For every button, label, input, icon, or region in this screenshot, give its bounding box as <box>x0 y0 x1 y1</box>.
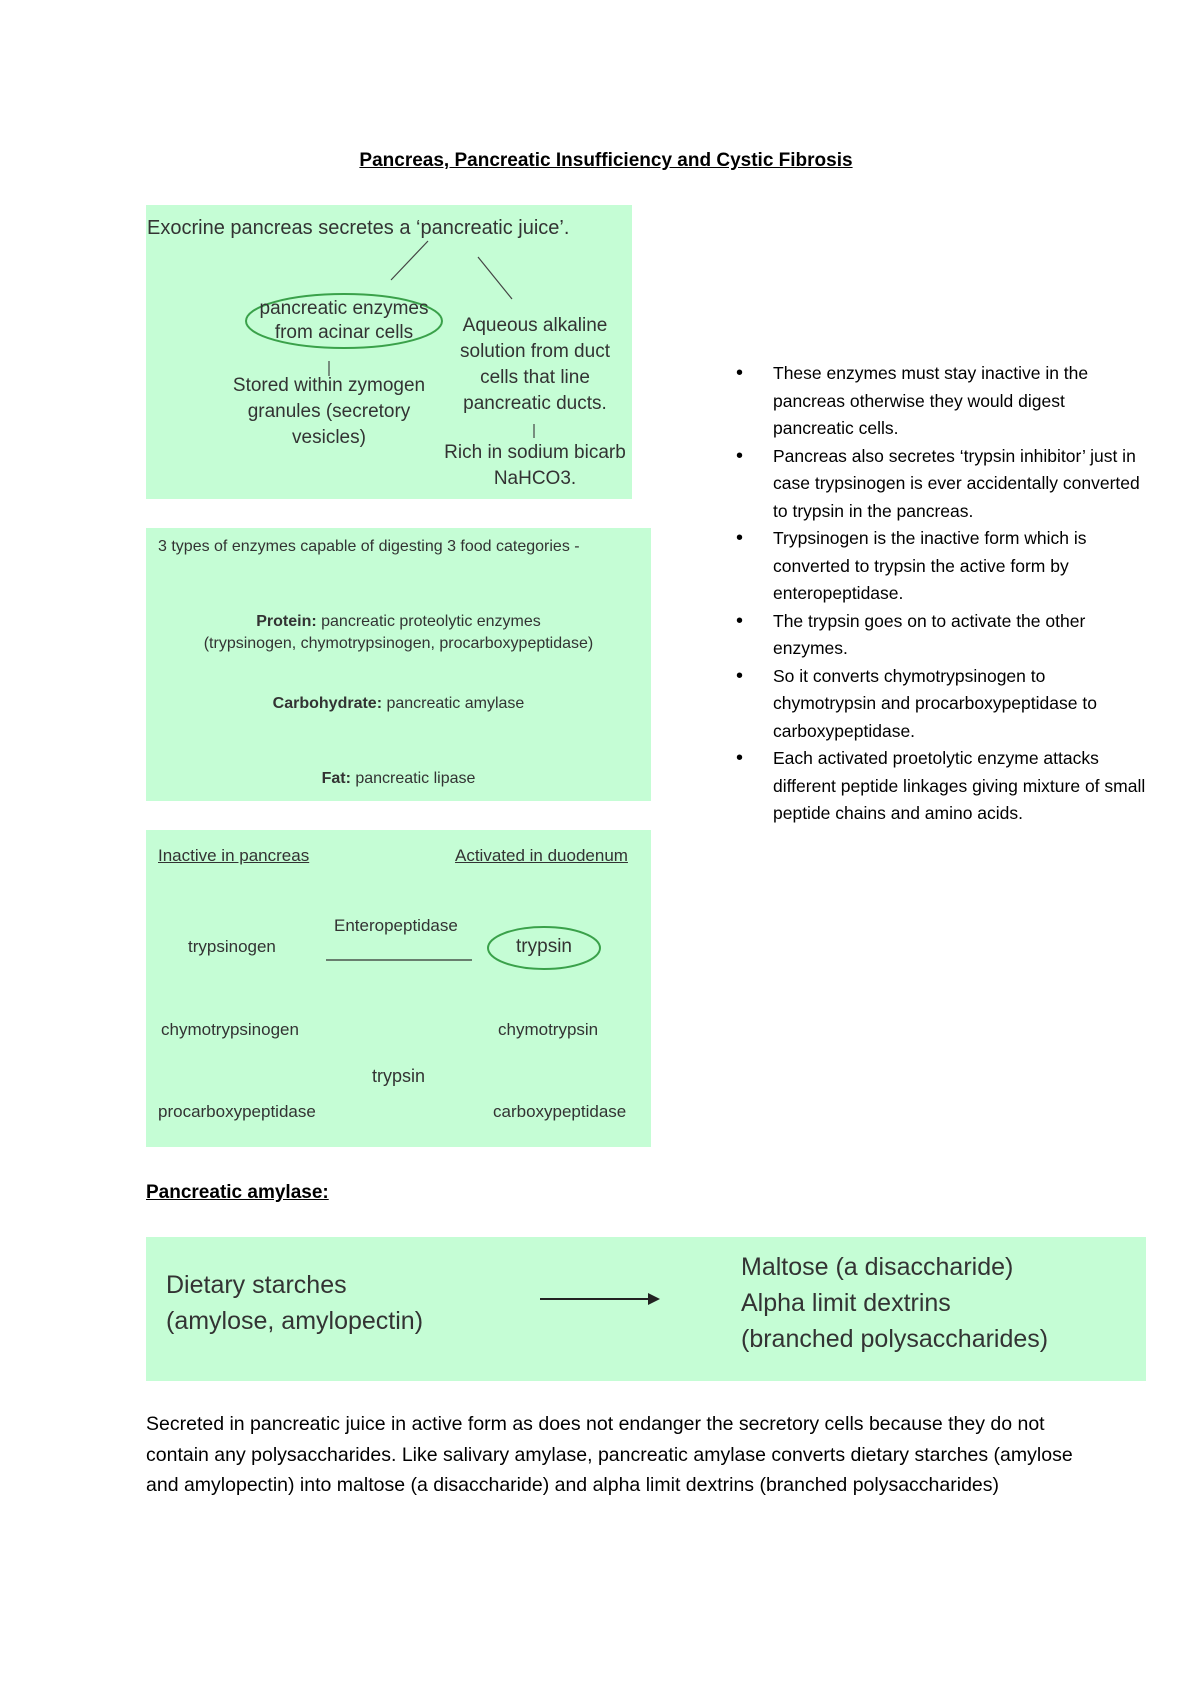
carb-label: Carbohydrate: <box>272 695 383 712</box>
products-line-3: (branched polysaccharides) <box>741 1325 1049 1353</box>
fat-text: pancreatic lipase <box>355 770 476 787</box>
amylase-paragraph: Secreted in pancreatic juice in active form as does not endanger the secretory cells because they do not contain any polysaccharides. Like salivary amylase, pancreatic amylase converts dietary starches (amylose and amylopectin) into maltose (a disaccharide) and alpha limit dextrins (branched polysaccharides) <box>146 1413 1073 1496</box>
starches-label <box>166 1267 423 1339</box>
chymotrypsin-label: chymotrypsin <box>498 1020 599 1039</box>
protein-list: (trypsinogen, chymotrypsinogen, procarboxypeptidase) <box>203 635 594 652</box>
amylase-diagram <box>146 1237 1146 1381</box>
protein-text: pancreatic proteolytic enzymes <box>321 613 541 630</box>
aqueous-label <box>430 313 640 417</box>
exocrine-diagram <box>146 205 632 499</box>
starches-line-1: Dietary starches <box>166 1271 347 1299</box>
amylase-heading: Pancreatic amylase: <box>146 1182 329 1203</box>
page-title: Pancreas, Pancreatic Insufficiency and Cystic Fibrosis <box>359 150 853 171</box>
arrow-right-icon <box>536 1287 666 1311</box>
procarboxypeptidase-label: procarboxypeptidase <box>158 1102 316 1121</box>
products-label <box>741 1249 1048 1357</box>
list-item: • The trypsin goes on to activate the other enzymes. <box>730 608 1150 663</box>
carboxypeptidase-label: carboxypeptidase <box>493 1102 627 1121</box>
products-line-2: Alpha limit dextrins <box>741 1289 951 1317</box>
zymogen-label <box>214 373 444 451</box>
enzyme-types-box <box>146 528 651 801</box>
inactive-header: Inactive in pancreas <box>158 846 310 865</box>
notes-list <box>730 360 1150 828</box>
enzyme-types-heading: 3 types of enzymes capable of digesting 3 food categories - <box>158 538 580 555</box>
aqueous-line-4: pancreatic ducts. <box>463 393 607 414</box>
rich-line-1: Rich in sodium bicarb <box>444 442 626 463</box>
trypsinogen-label: trypsinogen <box>188 937 276 956</box>
stored-line-2: granules (secretory <box>247 401 411 422</box>
list-item: • These enzymes must stay inactive in the pancreas otherwise they would digest pancreatic cells. <box>730 360 1150 443</box>
activated-header: Activated in duodenum <box>455 846 628 865</box>
carb-line <box>146 695 651 713</box>
list-item: • So it converts chymotrypsinogen to chymotrypsin and procarboxypeptidase to carboxypeptidase. <box>730 663 1150 746</box>
activation-lines <box>146 830 651 1147</box>
starches-line-2: (amylose, amylopectin) <box>166 1307 424 1335</box>
rich-line-2: NaHCO3. <box>493 468 577 489</box>
protein-label: Protein: <box>256 613 317 630</box>
list-item: • Pancreas also secretes ‘trypsin inhibitor’ just in case trypsinogen is ever accidentally converted to trypsin in the pancreas. <box>730 443 1150 526</box>
enzymes-line-1: pancreatic enzymes <box>259 298 429 319</box>
trypsin-middle-label: trypsin <box>372 1066 426 1086</box>
trypsin-circled-label: trypsin <box>516 936 572 957</box>
exocrine-heading: Exocrine pancreas secretes a ‘pancreatic juice’. <box>147 217 570 239</box>
fat-label: Fat: <box>321 770 351 787</box>
enteropeptidase-label: Enteropeptidase <box>334 916 458 935</box>
list-item: • Trypsinogen is the inactive form which is converted to trypsin the active form by enteropeptidase. <box>730 525 1150 608</box>
protein-line <box>146 613 651 631</box>
fat-line <box>146 770 651 788</box>
aqueous-line-2: solution from duct <box>460 341 610 362</box>
aqueous-line-3: cells that line <box>480 367 590 388</box>
aqueous-line-1: Aqueous alkaline <box>462 315 608 336</box>
carb-text: pancreatic amylase <box>386 695 525 712</box>
chymotrypsinogen-label: chymotrypsinogen <box>161 1020 299 1039</box>
bicarb-label <box>430 440 640 492</box>
stored-line-3: vesicles) <box>292 427 366 448</box>
products-line-1: Maltose (a disaccharide) <box>741 1253 1014 1281</box>
list-item: • Each activated proetolytic enzyme attacks different peptide linkages giving mixture of small peptide chains and amino acids. <box>730 745 1150 828</box>
stored-line-1: Stored within zymogen <box>232 375 426 396</box>
enzymes-line-2: from acinar cells <box>274 322 414 343</box>
activation-box <box>146 830 651 1147</box>
enzymes-label <box>244 297 444 345</box>
